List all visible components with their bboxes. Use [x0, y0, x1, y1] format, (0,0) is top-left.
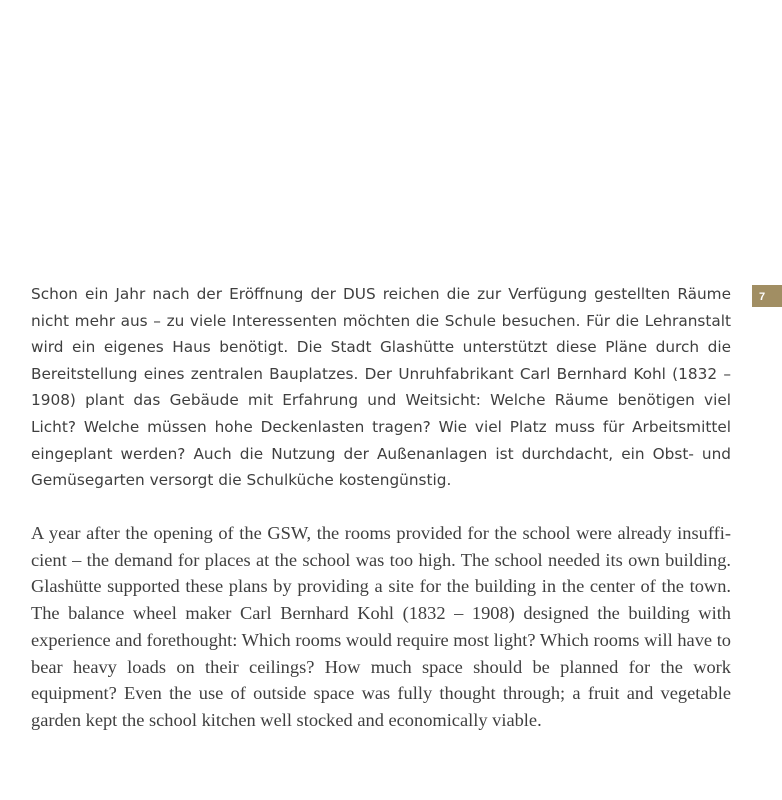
english-paragraph: A year after the opening of the GSW, the rooms provided for the school were already insufficient – the demand for places at the school was too high. The school needed its own building. Glashütte supported these plans by providing a site for the building in the center of the town. The balance wheel maker Carl Bernhard Kohl (1832 – 1908) designed the building with experience and forethought: Which rooms would require most light? Which rooms will have to bear heavy loads on their ceilings? How much space should be planned for the work equipment? Even the use of outside space was fully thought through; a fruit and vegetable garden kept the school kitchen well stocked and economically viable. [31, 523, 731, 730]
german-paragraph: Schon ein Jahr nach der Eröffnung der DUS reichen die zur Verfügung gestellten Räume nicht mehr aus – zu viele Interessenten möchten die Schule besuchen. Für die Lehranstalt wird ein eigenes Haus benötigt. Die Stadt Glashütte unterstützt diese Pläne durch die Bereitstellung eines zentralen Bauplatzes. Der Unruhfabrikant Carl Bernhard Kohl (1832 – 1908) plant das Gebäude mit Erfahrung und Weitsicht: Welche Räume benötigen viel Licht? Welche müssen hohe Deckenlasten tragen? Wie viel Platz muss für Arbeitsmittel eingeplant werden? Auch die Nutzung der Außenanlagen ist durchdacht, ein Obst- und Gemüsegarten versorgt die Schulküche kostengünstig. [31, 285, 731, 490]
page-number-tab: 7 [752, 285, 782, 307]
